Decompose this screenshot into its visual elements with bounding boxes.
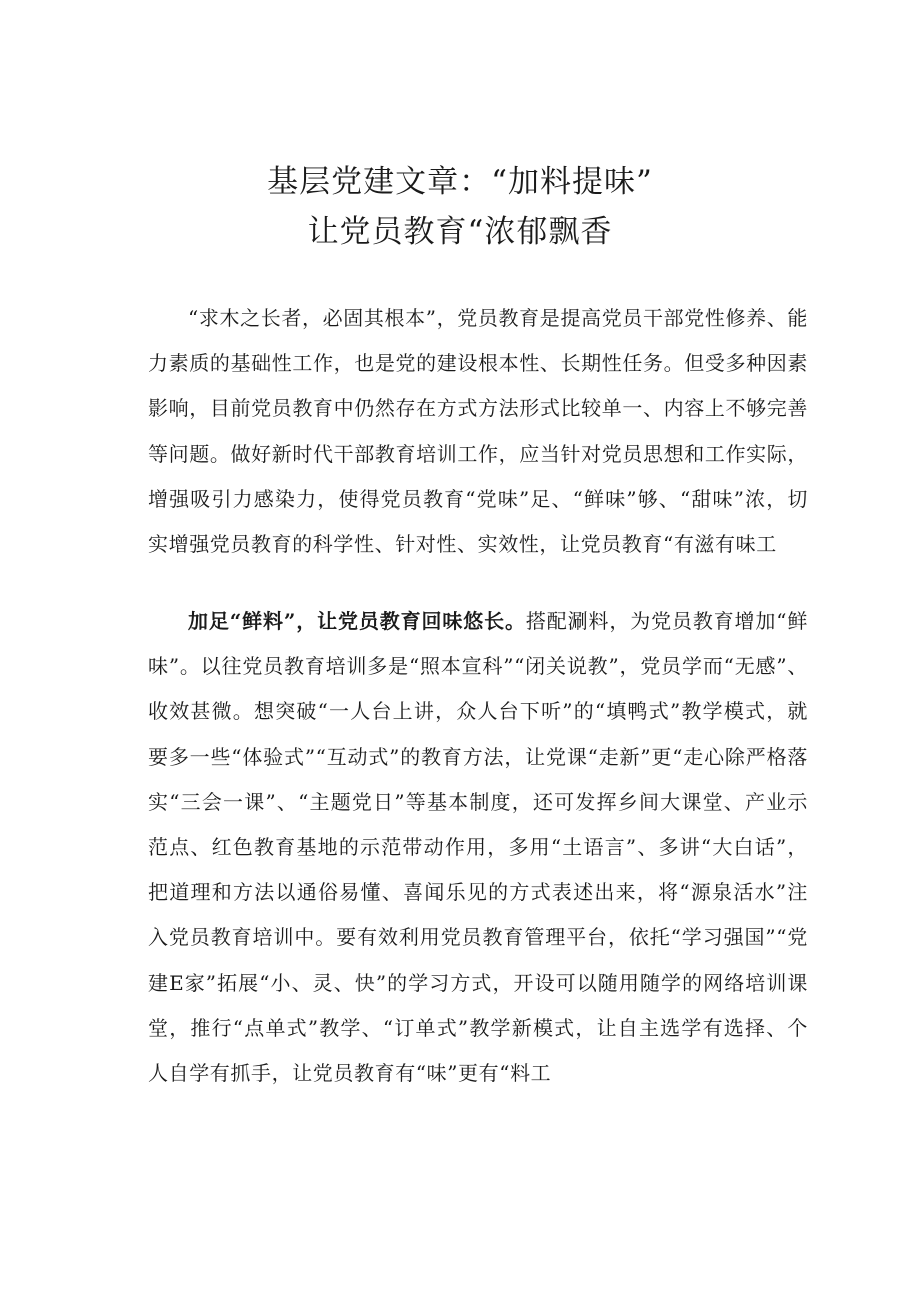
body-paragraph-1 [148, 296, 808, 567]
document-title-line1: 基层党建文章：“加料提味” [267, 164, 653, 200]
body-paragraph-2 [148, 599, 808, 1096]
document-title-line2: 让党员教育“浓郁飘香 [307, 214, 613, 250]
paragraph-1-text: “求木之长者，必固其根本”，党员教育是提高党员干部党性修养、能力素质的基础性工作，也是党的建设根本性、长期性任务。但受多种因素影响，目前党员教育中仍然存在方式方法形式比较单一、内容上不够完善等问题。做好新时代干部教育培训工作，应当针对党员思想和工作实际，增强吸引力感染力，使得党员教育“党味”足、“鲜味”够、“甜味”浓，切实增强党员教育的科学性、针对性、实效性，让党员教育“有滋有味工 [148, 306, 808, 557]
paragraph-2-lead: 加足“鲜料”，让党员教育回味悠长。 [188, 609, 526, 633]
paragraph-2-text: 搭配涮料，为党员教育增加“鲜味”。以往党员教育培训多是“照本宣科”“闭关说教”，党员学而“无感”、收效甚微。想突破“一人台上讲，众人台下听”的“填鸭式”教学模式，就要多一些“体验式”“互动式”的教育方法，让党课“走新”更“走心除严格落实“三会一课”、“主题党日”等基本制度，还可发挥乡间大课堂、产业示范点、红色教育基地的示范带动作用，多用“土语言”、多讲“大白话”，把道理和方法以通俗易懂、喜闻乐见的方式表述出来，将“源泉活水”注入党员教育培训中。要有效利用党员教育管理平台，依托“学习强国”“党建E家”拓展“小、灵、快”的学习方式，开设可以随用随学的网络培训课堂，推行“点单式”教学、“订单式”教学新模式，让自主选学有选择、个人自学有抓手，让党员教育有“味”更有“料工 [148, 609, 809, 1086]
